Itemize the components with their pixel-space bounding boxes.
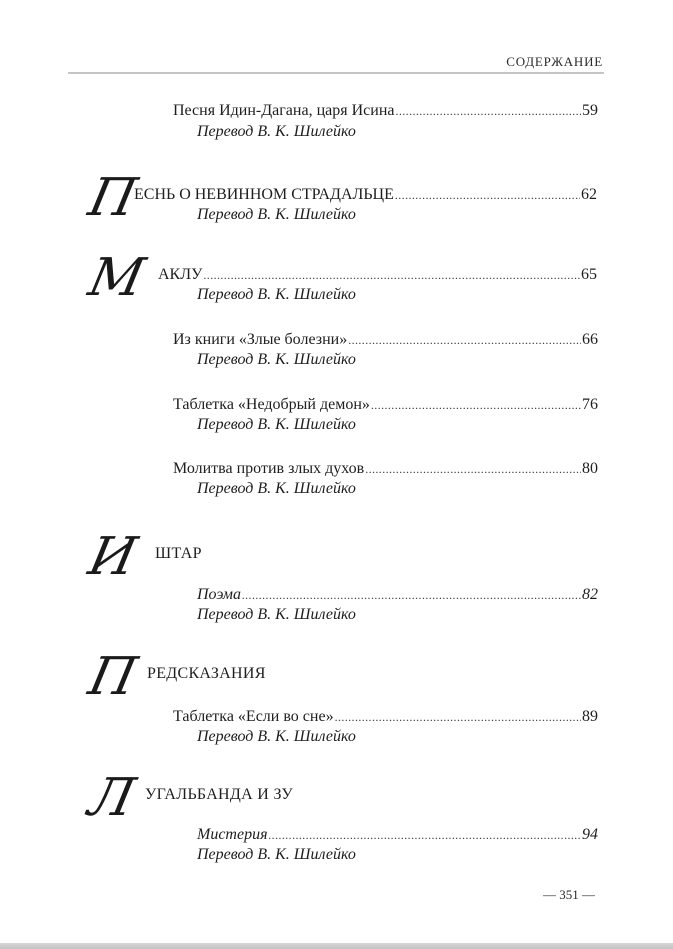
toc-entry[interactable] [173, 708, 598, 726]
page-number: 76 [582, 396, 598, 413]
translator-credit: Перевод В. К. Шилейко [197, 123, 356, 140]
page-number: 82 [582, 586, 598, 603]
toc-section-heading[interactable] [158, 266, 597, 284]
section-title: УГАЛЬБАНДА И ЗУ [145, 786, 293, 803]
page-number: 80 [582, 460, 598, 477]
section-title: АКЛУ [158, 266, 203, 283]
page-number: 66 [582, 331, 598, 348]
entry-title: Молитва против злых духов [173, 460, 365, 477]
entry-title: Из книги «Злые болезни» [173, 331, 348, 348]
toc-entry[interactable] [173, 460, 598, 478]
page-number: 59 [582, 102, 598, 119]
section-title: ШТАР [155, 545, 202, 562]
section-title: ЕСНЬ О НЕВИННОМ СТРАДАЛЬЦЕ [134, 186, 394, 203]
translator-credit: Перевод В. К. Шилейко [197, 480, 356, 497]
translator-credit: Перевод В. К. Шилейко [197, 416, 356, 433]
dot-leader [371, 398, 581, 413]
dot-leader [365, 462, 581, 477]
dropcap-letter: М [83, 248, 150, 308]
dot-leader [395, 188, 580, 203]
page-number: 89 [582, 708, 598, 725]
entry-title: Таблетка «Недобрый демон» [173, 396, 370, 413]
dot-leader [203, 268, 580, 283]
page-folio: — 351 — [543, 887, 595, 902]
header-rule [68, 72, 604, 74]
viewer-bottom-edge [0, 943, 673, 949]
dropcap-letter: Л [83, 768, 140, 828]
dropcap-letter: П [83, 647, 142, 707]
translator-credit: Перевод В. К. Шилейко [197, 351, 356, 368]
page-number: 94 [582, 826, 598, 843]
dot-leader [395, 104, 581, 119]
dropcap-letter: И [83, 527, 142, 587]
entry-title: Таблетка «Если во сне» [173, 708, 334, 725]
toc-section-heading[interactable] [134, 186, 597, 204]
dot-leader [335, 710, 581, 725]
page-number: 65 [581, 266, 597, 283]
page-number: 62 [581, 186, 597, 203]
toc-entry[interactable] [173, 396, 598, 414]
translator-credit: Перевод В. К. Шилейко [197, 846, 356, 863]
translator-credit: Перевод В. К. Шилейко [197, 286, 356, 303]
section-title: РЕДСКАЗАНИЯ [147, 665, 266, 682]
translator-credit: Перевод В. К. Шилейко [197, 606, 356, 623]
entry-title: Поэма [197, 586, 241, 603]
toc-entry[interactable] [173, 331, 598, 349]
dot-leader [269, 828, 581, 843]
dropcap-letter: П [83, 168, 142, 228]
running-head: СОДЕРЖАНИЕ [506, 54, 603, 69]
entry-title: Песня Идин-Дагана, царя Исина [173, 102, 395, 119]
dot-leader [242, 588, 581, 603]
toc-entry[interactable] [197, 826, 598, 844]
translator-credit: Перевод В. К. Шилейко [197, 206, 356, 223]
toc-entry[interactable] [197, 586, 598, 604]
entry-title: Мистерия [197, 826, 268, 843]
translator-credit: Перевод В. К. Шилейко [197, 728, 356, 745]
dot-leader [348, 333, 581, 348]
toc-entry[interactable] [173, 102, 598, 120]
